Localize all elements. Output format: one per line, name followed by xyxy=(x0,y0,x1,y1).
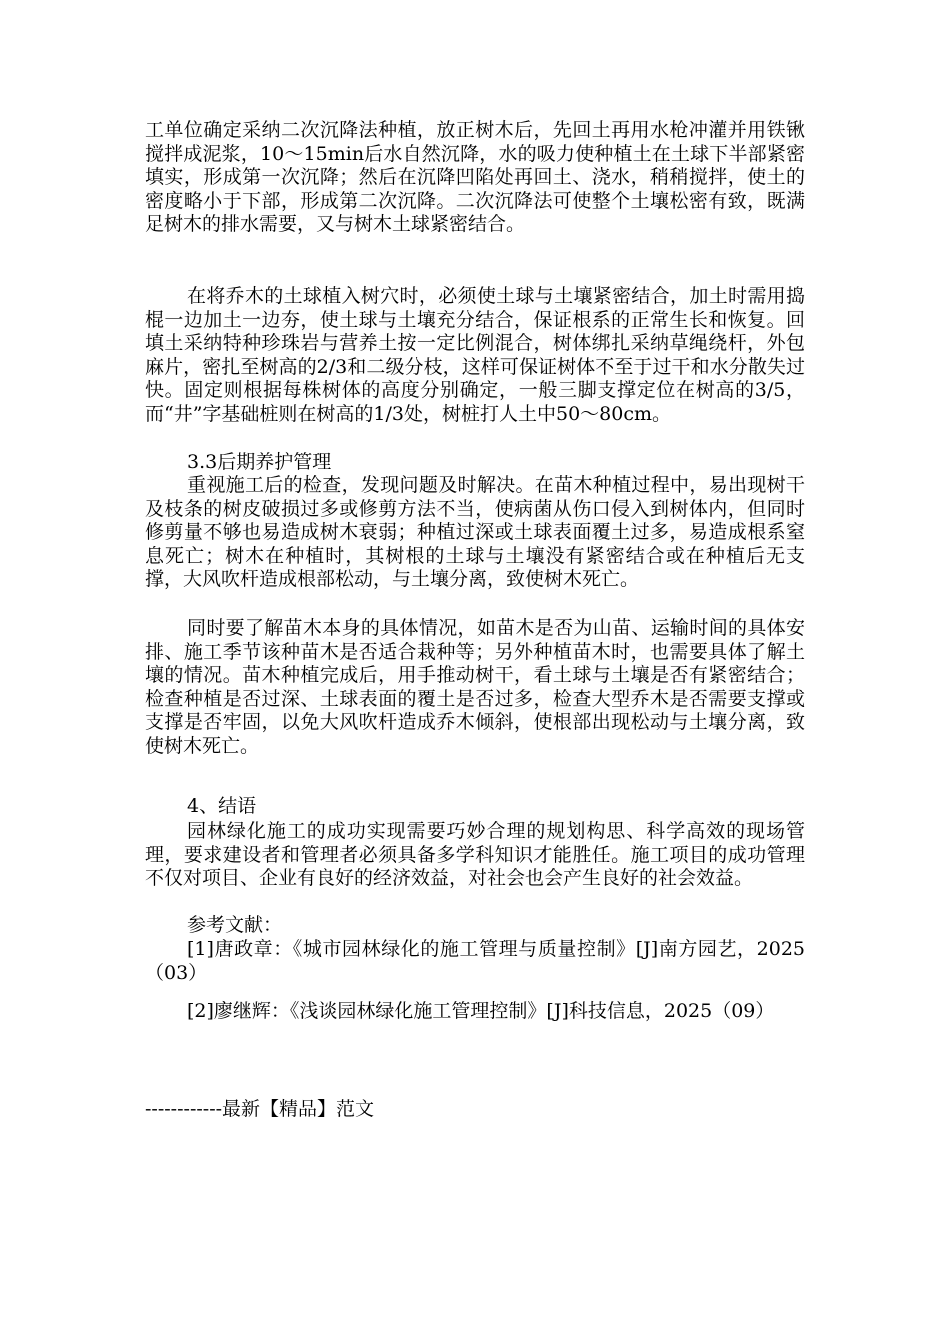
section-heading-4: 4、结语 xyxy=(187,795,257,817)
footer-note: ------------最新【精品】范文 xyxy=(145,1098,375,1120)
paragraph-planting-settlement: 工单位确定采纳二次沉降法种植，放正树木后，先回土再用水枪冲灌并用铁锹搅拌成泥浆，10～15min后水自然沉降，水的吸力使种植土在土球下半部紧密填实，形成第一次沉降；然后在沉降凹陷处再回土、浇水，稍稍搅拌，使土的密度略小于下部，形成第二次沉降。二次沉降法可使整个土壤松密有致，既满足树木的排水需要，又与树木土球紧密结合。 xyxy=(145,119,805,236)
reference-item-1: [1]唐政章：《城市园林绿化的施工管理与质量控制》[J]南方园艺，2025（03） xyxy=(145,938,805,984)
paragraph-seedling-conditions: 同时要了解苗木本身的具体情况，如苗木是否为山苗、运输时间的具体安排、施工季节该种苗木是否适合栽种等；另外种植苗木时，也需要具体了解土壤的情况。苗木种植完成后，用手推动树干，看土球与土壤是否有紧密结合；检查种植是否过深、土球表面的覆土是否过多，检查大型乔木是否需要支撑或支撑是否牢固，以免大风吹杆造成乔木倾斜，使根部出现松动与土壤分离，致使树木死亡。 xyxy=(145,617,805,757)
section-heading-3-3: 3.3后期养护管理 xyxy=(187,451,332,473)
reference-item-2: [2]廖继辉：《浅谈园林绿化施工管理控制》[J]科技信息，2025（09） xyxy=(187,1000,775,1022)
references-title: 参考文献： xyxy=(187,914,283,936)
paragraph-conclusion: 园林绿化施工的成功实现需要巧妙合理的规划构思、科学高效的现场管理，要求建设者和管理者必须具备多学科知识才能胜任。施工项目的成功管理不仅对项目、企业有良好的经济效益，对社会也会产生良好的社会效益。 xyxy=(145,820,805,890)
paragraph-soil-ball: 在将乔木的土球植入树穴时，必须使土球与土壤紧密结合，加土时需用捣棍一边加土一边夯，使土球与土壤充分结合，保证根系的正常生长和恢复。回填土采纳特种珍珠岩与营养土按一定比例混合，树体绑扎采纳草绳绕杆，外包麻片，密扎至树高的2/3和二级分枝，这样可保证树体不至于过干和水分散失过快。固定则根据每株树体的高度分别确定，一般三脚支撑定位在树高的3/5，而“井”字基础桩则在树高的1/3处，树桩打人土中50～80cm。 xyxy=(145,285,805,425)
paragraph-inspection: 重视施工后的检查，发现问题及时解决。在苗木种植过程中，易出现树干及枝条的树皮破损过多或修剪方法不当，使病菌从伤口侵入到树体内，但同时修剪量不够也易造成树木衰弱；种植过深或土球表面覆土过多，易造成根系窒息死亡；树木在种植时，其树根的土球与土壤没有紧密结合或在种植后无支撑，大风吹杆造成根部松动，与土壤分离，致使树木死亡。 xyxy=(145,474,805,591)
